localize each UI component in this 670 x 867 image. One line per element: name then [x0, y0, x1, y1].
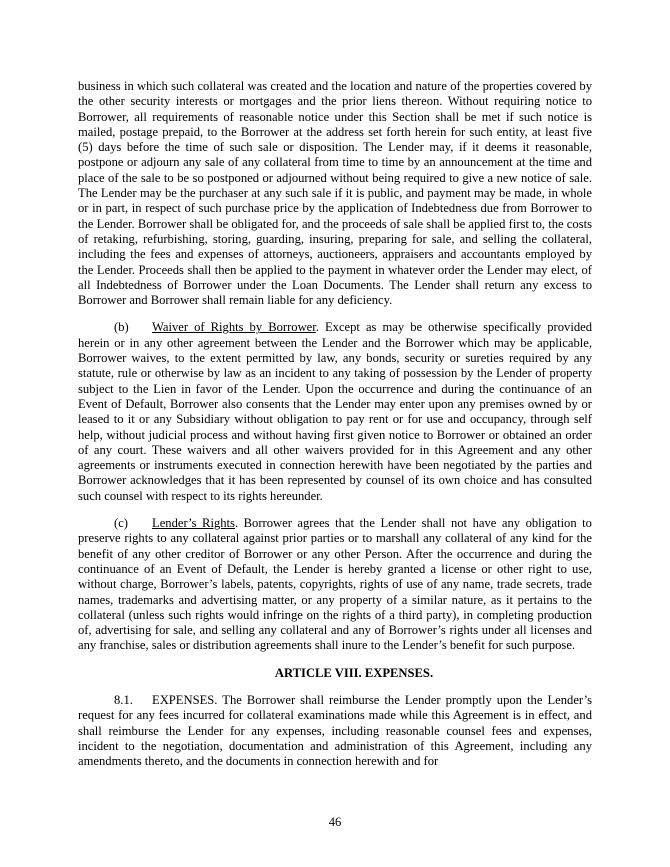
section-b-title: Waiver of Rights by Borrower: [152, 320, 316, 335]
section-c-title: Lender’s Rights: [152, 516, 235, 531]
section-b-text: . Except as may be otherwise specifically provided herein or in any other agreement between the Lender and the Borrower which may be applicable, Borrower waives, to the extent permitted by law, any bonds, security or sureties required by any statute, rule or otherwise by law as an incident to any taking of possession by the Lender of property subject to the Lien in favor of the Lender. Upon the occurrence and during the continuance of an Event of Default, Borrower also consents that the Lender may enter upon any premises owned by or leased to it or any Subsidiary without obligation to pay rent or for use and occupancy, through self help, without judicial process and without having first given notice to Borrower or obtained an order of any court. These waivers and all other waivers provided for in this Agreement and any other agreements or instruments executed in connection herewith have been negotiated by the parties and Borrower acknowledges that it has been represented by counsel of its own choice and has consulted such counsel with respect to its rights hereunder.: [78, 320, 593, 503]
section-8-1-paragraph: [78, 693, 592, 769]
article-heading: ARTICLE VIII. EXPENSES.: [274, 665, 434, 680]
section-c-paragraph: [78, 516, 592, 654]
section-c-text: . Borrower agrees that the Lender shall not have any obligation to preserve rights to any collateral against prior parties or to marshall any collateral of any kind for the benefit of any other creditor of Borrower or any other Person. After the occurrence and during the continuance of an Event of Default, the Lender is hereby granted a license or other right to use, without charge, Borrower’s labels, patents, copyrights, rights of use of any name, trade secrets, trade names, trademarks and advertising matter, or any property of a similar nature, as it pertains to the collateral (unless such rights would infringe on the rights of a third party), in completing production of, advertising for sale, and selling any collateral and any of Borrower’s rights under all licenses and any franchise, sales or distribution agreements shall inure to the Lender’s benefit for such purpose.: [78, 516, 592, 653]
section-c-number: (c): [114, 516, 128, 531]
page-number: 46: [328, 815, 342, 829]
section-8-1-number: 8.1.: [114, 692, 133, 707]
section-8-1-text: EXPENSES. The Borrower shall reimburse the Lender promptly upon the Lender’s request for any fees incurred for collateral examinations made while this Agreement is in effect, and shall reimburse the Lender for any expenses, including reasonable counsel fees and expenses, incident to the negotiation, documentation and administration of this Agreement, including any amendments thereto, and the documents in connection herewith and for: [78, 692, 592, 769]
document-page: [78, 79, 592, 769]
section-b-number: (b): [114, 320, 129, 335]
paragraph-continuation: business in which such collateral was created and the location and nature of the properties covered by the other security interests or mortgages and the prior liens thereon. Without requiring notice to Borrower, all requirements of reasonable notice under this Section shall be met if such notice is mailed, postage prepaid, to the Borrower at the address set forth herein for such entity, at least five (5) days before the time of such sale or disposition. The Lender may, if it deems it reasonable, postpone or adjourn any sale of any collateral from time to time by an announcement at the time and place of the sale to be so postponed or adjourned without being required to give a new notice of sale. The Lender may be the purchaser at any such sale if it is public, and payment may be made, in whole or in part, in respect of such purchase price by the application of Indebtedness due from Borrower to the Lender. Borrower shall be obligated for, and the proceeds of sale shall be applied first to, the costs of retaking, refurbishing, storing, guarding, insuring, preparing for sale, and selling the collateral, including the fees and expenses of attorneys, auctioneers, appraisers and accountants employed by the Lender. Proceeds shall then be applied to the payment in whatever order the Lender may elect, of all Indebtedness of Borrower under the Loan Documents. The Lender shall return any excess to Borrower and Borrower shall remain liable for any deficiency.: [78, 79, 592, 308]
section-b-paragraph: [78, 320, 592, 504]
